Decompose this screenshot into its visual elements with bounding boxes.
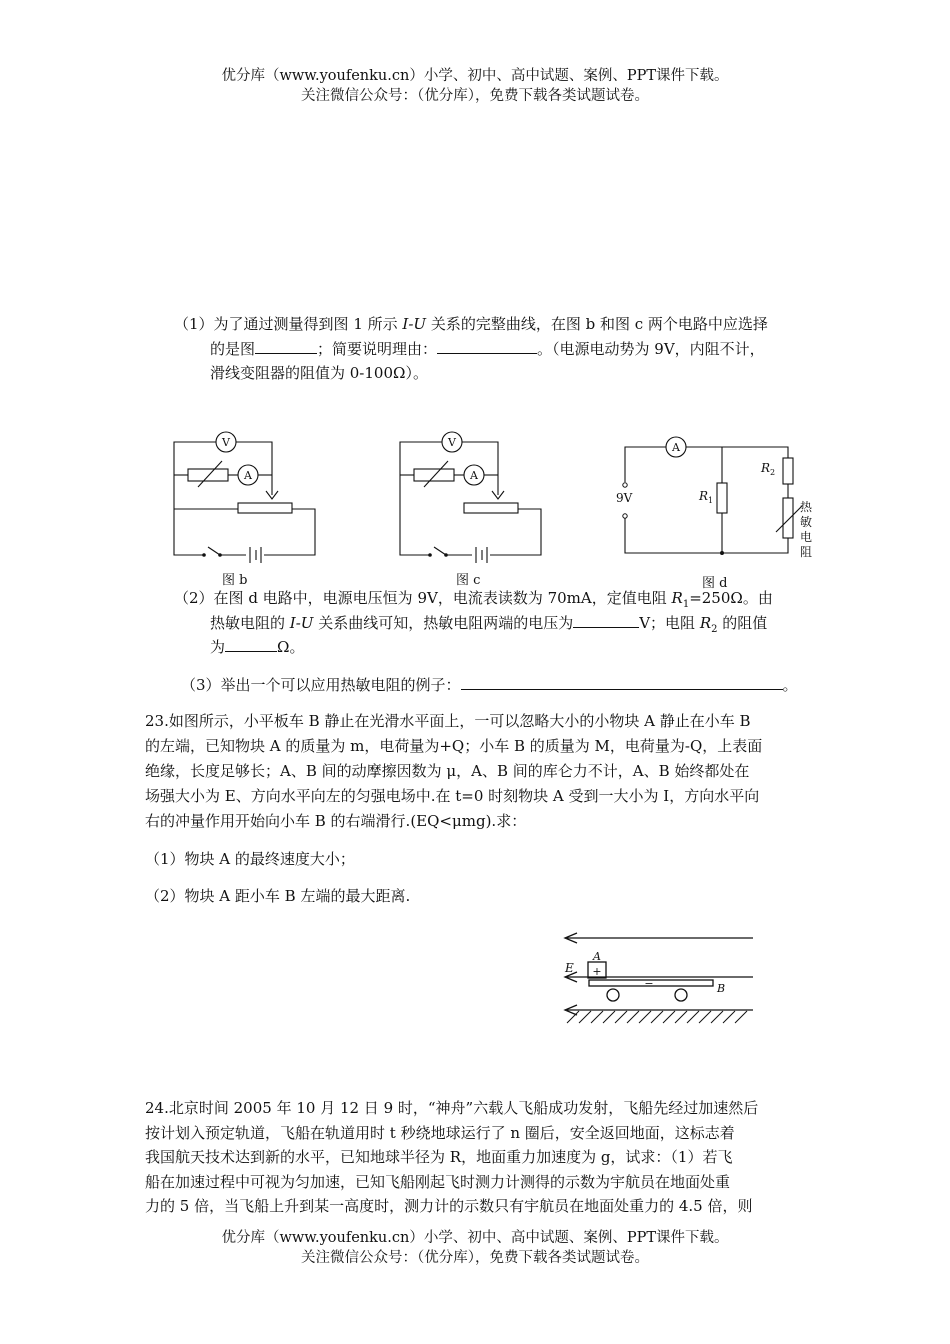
- caption-fig-b: 图 b: [222, 573, 248, 588]
- q24-line2: 按计划入预定轨道，飞船在轨道用时 t 秒绕地球运行了 n 圈后，安全返回地面，这标志着: [145, 1124, 735, 1142]
- q23-line2: 的左端，已知物块 A 的质量为 m，电荷量为+Q；小车 B 的质量为 M，电荷量为-Q，上表面: [145, 737, 763, 755]
- thermistor-label-2: 敏: [800, 515, 813, 529]
- r1-label: $R_1$: [699, 489, 714, 505]
- ammeter-icon: A: [244, 469, 252, 482]
- q24-line3: 我国航天技术达到新的水平，已知地球半径为 R，地面重力加速度为 g，试求：（1）若飞: [145, 1148, 733, 1166]
- header-line-1: 优分库（www.youfenku.cn）小学、初中、高中试题、案例、PPT课件下载。: [221, 68, 729, 84]
- source-label: 9V: [616, 491, 633, 505]
- circuit-figure-d: [610, 430, 820, 565]
- q22-part1-line3: 滑线变阻器的阻值为 0-100Ω）。: [210, 364, 428, 382]
- q22-part1-line1: （1）为了通过测量得到图 1 所示 I-U 关系的完整曲线，在图 b 和图 c 两个电路中应选择: [174, 315, 768, 333]
- cart-label-b: B: [717, 982, 726, 995]
- q22-part2-line1: （2）在图 d 电路中，电源电压恒为 9V，电流表读数为 70mA，定值电阻 $R_1=250\Omega$。由: [174, 589, 773, 610]
- terminal: [623, 514, 627, 518]
- voltmeter-icon: V: [222, 436, 230, 449]
- plus-charge-icon: +: [592, 965, 602, 978]
- q23-line3: 绝缘，长度足够长；A、B 间的动摩擦因数为 μ，A、B 间的库仑力不计，A、B 始终都处在: [145, 762, 750, 780]
- switch-contact: [444, 553, 448, 557]
- r2-label: $R_2$: [761, 461, 776, 477]
- q24-line4: 船在加速过程中可视为匀加速，已知飞船刚起飞时测力计测得的示数为宇航员在地面处重: [145, 1173, 731, 1191]
- page-footer: [0, 1228, 950, 1268]
- field-label-e: E: [565, 961, 574, 975]
- q22-part3: （3）举出一个可以应用热敏电阻的例子： 。: [181, 676, 798, 694]
- junction-dot: [720, 551, 724, 555]
- q23-line5: 右的冲量作用开始向小车 B 的右端滑行.(EQ<μmg).求：: [145, 812, 527, 830]
- ammeter-icon: A: [672, 441, 680, 454]
- q22-part1-line2: 的是图 ；简要说明理由： 。（电源电动势为 9V，内阻不计，: [210, 340, 765, 358]
- voltmeter-icon: V: [448, 436, 456, 449]
- switch-contact: [218, 553, 222, 557]
- thermistor-label-4: 阻: [800, 545, 813, 559]
- answer-blank-example[interactable]: [461, 674, 783, 690]
- q23-sub2: （2）物块 A 距小车 B 左端的最大距离.: [145, 887, 411, 905]
- ammeter-icon: A: [470, 469, 478, 482]
- q22-part2-line3: 为 Ω。: [210, 638, 305, 656]
- block-label-a: A: [593, 950, 601, 963]
- q22-part2-line2: 热敏电阻的 I-U 关系曲线可知，热敏电阻两端的电压为 V；电阻 $R_2$ 的阻值: [210, 614, 768, 635]
- caption-fig-c: 图 c: [456, 573, 481, 588]
- minus-charge-icon: −: [644, 977, 654, 990]
- q23-line1: 23.如图所示，小平板车 B 静止在光滑水平面上，一可以忽略大小的小物块 A 静止在小车 B: [145, 712, 751, 730]
- answer-blank-reason[interactable]: [437, 338, 537, 354]
- thermistor-label-1: 热: [800, 500, 813, 514]
- footer-line-2: 关注微信公众号：（优分库），免费下载各类试题试卷。: [301, 1250, 649, 1266]
- switch-contact: [428, 553, 432, 557]
- page-header: [0, 66, 950, 106]
- q23-line4: 场强大小为 E、方向水平向左的匀强电场中.在 t=0 时刻物块 A 受到一大小为 I，方向水平向: [145, 787, 760, 805]
- q24-line5: 力的 5 倍，当飞船上升到某一高度时，测力计的示数只有宇航员在地面处重力的 4.5 倍，则: [145, 1197, 753, 1215]
- caption-fig-d: 图 d: [702, 576, 728, 591]
- q23-sub1: （1）物块 A 的最终速度大小；: [145, 850, 355, 868]
- q24-line1: 24.北京时间 2005 年 10 月 12 日 9 时，“神舟”六载人飞船成功发射，飞船先经过加速然后: [145, 1099, 759, 1117]
- terminal: [623, 483, 627, 487]
- circuit-figure-b: [160, 425, 330, 565]
- circuit-figure-c: [386, 425, 556, 565]
- q23-figure: [555, 925, 760, 1035]
- answer-blank-voltage[interactable]: [573, 612, 639, 628]
- footer-line-1: 优分库（www.youfenku.cn）小学、初中、高中试题、案例、PPT课件下载。: [221, 1230, 729, 1246]
- header-line-2: 关注微信公众号：（优分库），免费下载各类试题试卷。: [301, 88, 649, 104]
- switch-contact: [202, 553, 206, 557]
- answer-blank-r2[interactable]: [225, 636, 277, 652]
- thermistor-label-3: 电: [800, 530, 813, 544]
- answer-blank-circuit[interactable]: [255, 338, 317, 354]
